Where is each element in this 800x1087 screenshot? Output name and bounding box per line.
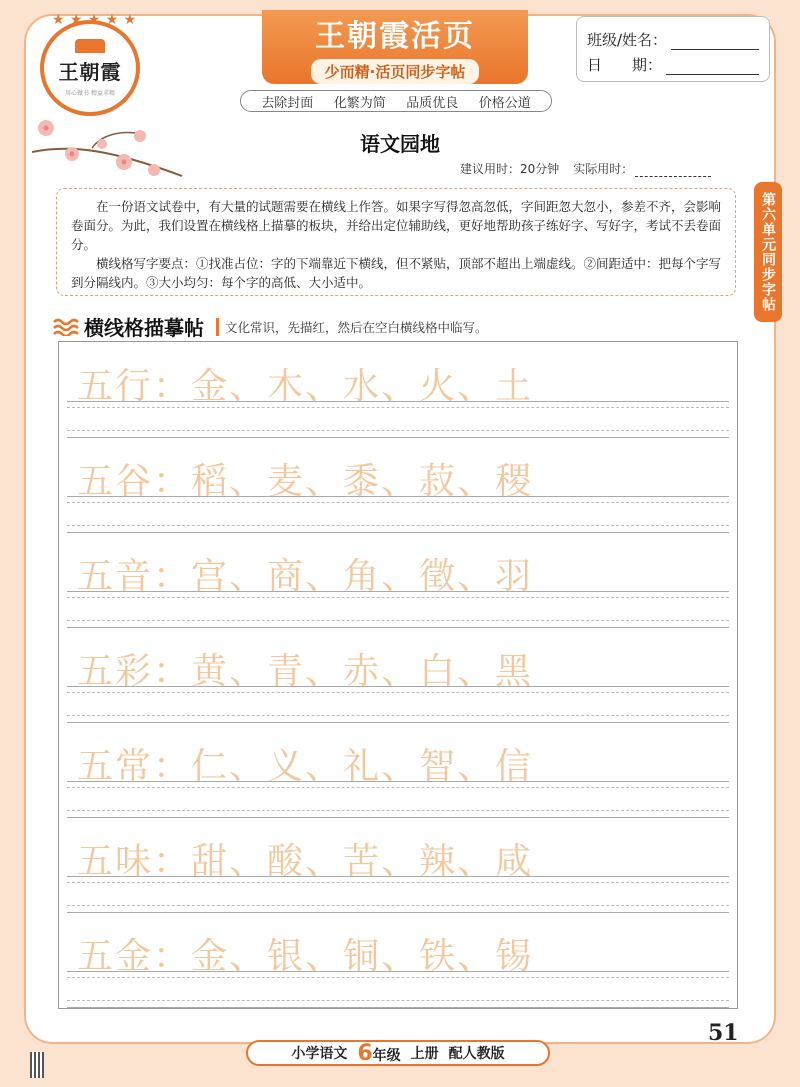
class-name-label: 班级/姓名：: [587, 31, 668, 49]
tracing-text: 五味：甜、酸、苦、辣、咸: [77, 841, 534, 882]
logo-text: 王朝霞: [58, 60, 122, 84]
tracing-text: 五彩：黄、青、赤、白、黑: [77, 651, 534, 692]
brand-logo: [40, 12, 140, 116]
unit-side-tab: [754, 182, 782, 322]
slogan-bar: [240, 90, 552, 112]
instruction-note: [56, 188, 736, 296]
unit-side-tab-label: 第六单元同步字帖: [760, 192, 776, 312]
footer-subject: 小学语文: [291, 1046, 348, 1062]
practice-row[interactable]: [59, 344, 737, 439]
practice-grid: [58, 341, 738, 1009]
footer-bar: [246, 1040, 550, 1066]
slogan-item: 价格公道: [478, 95, 531, 111]
footer-grade-number: 6: [357, 1040, 373, 1066]
suggested-time: 建议用时：20分钟: [460, 162, 560, 176]
slogan-item: 品质优良: [406, 95, 459, 111]
tracing-text: 五常：仁、义、礼、智、信: [77, 746, 534, 787]
footer-edition: 配人教版: [448, 1046, 505, 1062]
class-name-field[interactable]: [671, 33, 759, 50]
tracing-text: 五音：宫、商、角、徵、羽: [77, 556, 534, 597]
actual-time-label: 实际用时：: [573, 162, 634, 176]
actual-time-field[interactable]: [635, 164, 711, 177]
tracing-text: 五谷：稻、麦、黍、菽、稷: [77, 461, 534, 502]
section-title: 横线格描摹帖: [84, 316, 204, 340]
practice-row[interactable]: [59, 439, 737, 534]
student-info-box: [576, 16, 770, 82]
crown-icon: [75, 39, 105, 53]
logo-tagline: 用心做书 精益求精: [65, 90, 115, 97]
footer-grade: 年级: [372, 1047, 401, 1064]
wave-icon: [52, 318, 80, 336]
slogan-item: 化繁为简: [333, 95, 386, 111]
practice-row[interactable]: [59, 534, 737, 629]
practice-row[interactable]: [59, 819, 737, 914]
header-ribbon: [262, 10, 528, 84]
logo-stars: ★ ★ ★ ★ ★: [52, 12, 136, 28]
brand-subtitle: 少而精·活页同步字帖: [311, 59, 480, 84]
practice-row[interactable]: [59, 914, 737, 1009]
binding-edge: [30, 1052, 44, 1078]
practice-row[interactable]: [59, 724, 737, 819]
note-paragraph: 在一份语文试卷中，有大量的试题需要在横线上作答。如果字写得忽高忽低，字间距忽大忽小，参差不齐，会影响卷面分。为此，我们设置在横线格上描摹的板块，并给出定位辅助线，更好地帮助孩子练好字、写好字，考试不丢卷面分。: [71, 199, 722, 252]
tracing-text: 五行：金、木、水、火、土: [77, 366, 534, 407]
page-title: 语文园地: [360, 132, 440, 156]
brand-name: 王朝霞活页: [315, 18, 475, 54]
tracing-text: 五金：金、银、铜、铁、锡: [77, 936, 534, 977]
slogan-item: 去除封面: [261, 95, 314, 111]
footer-term: 上册: [410, 1046, 439, 1062]
section-header: [52, 312, 488, 341]
date-label: 日 期：: [587, 56, 663, 74]
section-description: 文化常识，先描红，然后在空白横线格中临写。: [216, 318, 488, 336]
time-info: [460, 160, 711, 177]
date-field[interactable]: [666, 58, 759, 75]
practice-row[interactable]: [59, 629, 737, 724]
note-paragraph: 横线格写字要点：①找准占位：字的下端靠近下横线，但不紧贴，顶部不超出上端虚线。②间距适中：把每个字写到分隔线内。③大小均匀：每个字的高低、大小适中。: [71, 256, 722, 290]
page-number: 51: [708, 1020, 739, 1046]
